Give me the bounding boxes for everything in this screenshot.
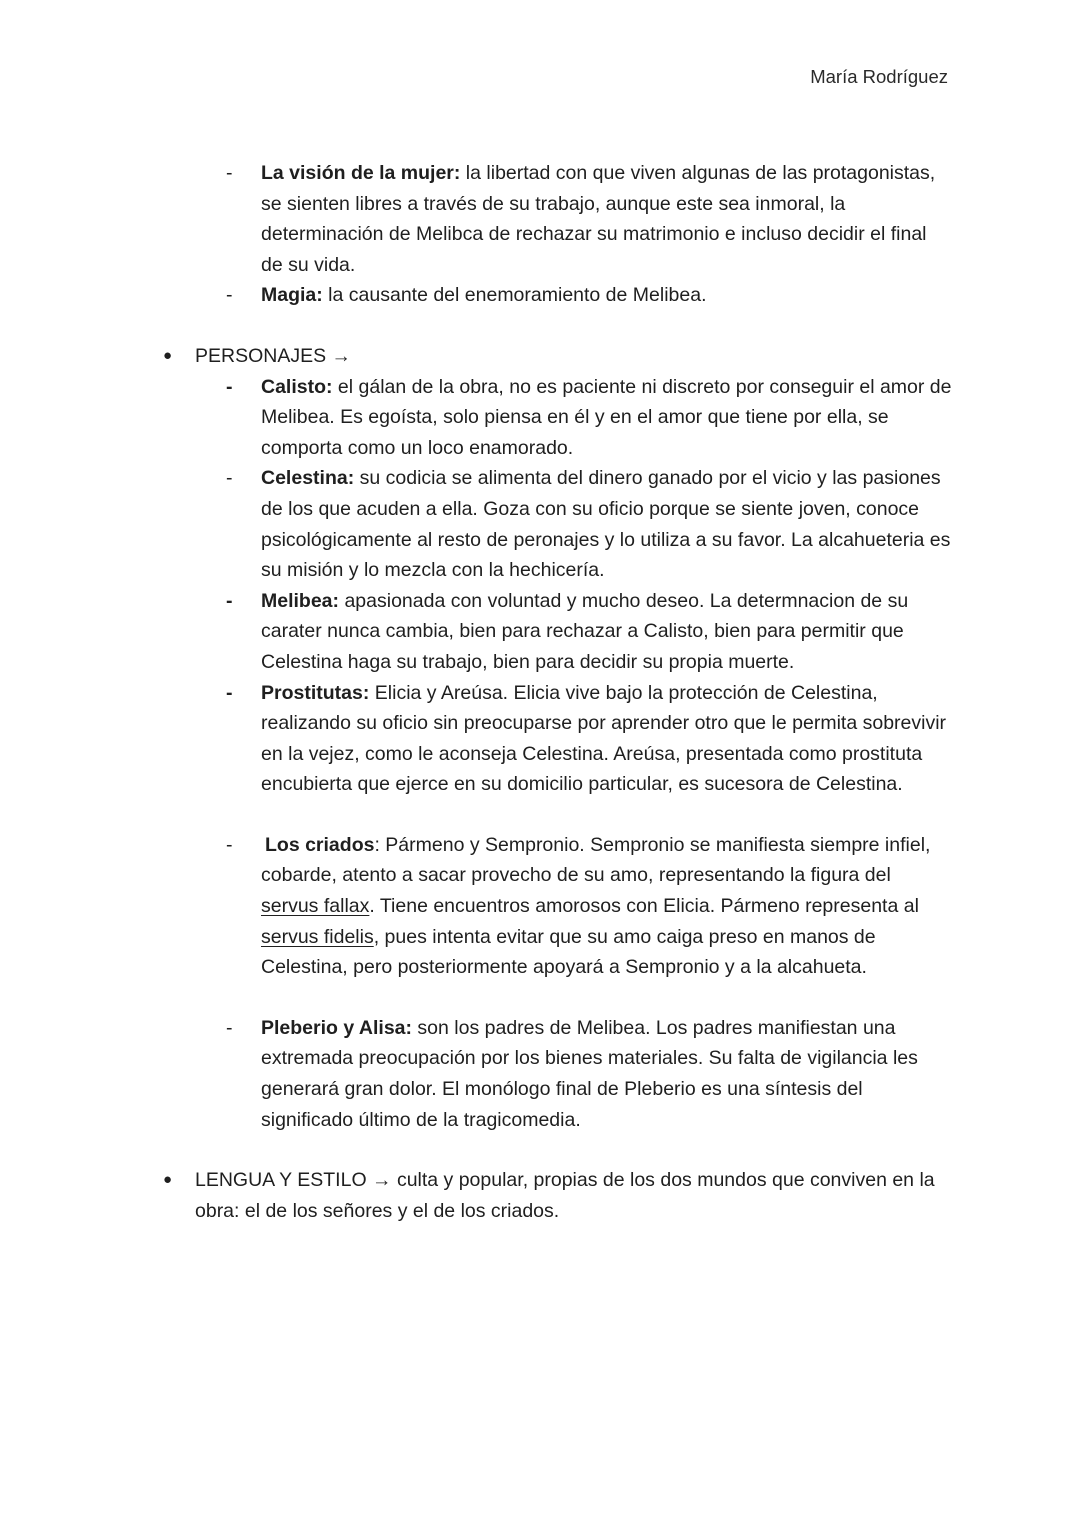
term-description: son los padres de Melibea. Los padres manifiestan una extremada preocupación por los bienes materiales. Su falta de vigilancia les generará gran dolor. El monólogo final de Pleberio es una síntesis del significado último de la tragicomedia.	[261, 1016, 918, 1131]
character-prostitutas	[0, 678, 1080, 800]
term-label: Celestina:	[261, 467, 355, 490]
list-dash: -	[226, 162, 233, 184]
list-dash: -	[226, 284, 233, 307]
section-heading: PERSONAJES →	[195, 344, 352, 367]
list-dash: -	[226, 681, 233, 704]
list-dash: -	[226, 1016, 233, 1039]
term-label: Magia:	[261, 284, 323, 307]
term-description: : Pármeno y Sempronio. Sempronio se manifiesta siempre infiel, cobarde, atento a sacar provecho de su amo, representando la figura del	[261, 833, 931, 887]
document-body	[0, 158, 1080, 1226]
term-label: Pleberio y Alisa:	[261, 1016, 413, 1039]
term-label: Calisto:	[261, 375, 333, 398]
theme-item-mujer	[0, 158, 1080, 280]
list-dash: -	[226, 833, 233, 856]
section-text: LENGUA Y ESTILO → culta y popular, propias de los dos mundos que conviven en la obra: el de los señores y el de los criados.	[195, 1169, 935, 1222]
term-label: Melibea:	[261, 589, 340, 612]
bullet-icon: ●	[163, 1171, 173, 1189]
section-personajes	[0, 341, 1080, 372]
character-pleberio-alisa	[0, 1013, 1080, 1135]
list-dash: -	[226, 467, 233, 490]
term-description: el gálan de la obra, no es paciente ni discreto por conseguir el amor de Melibea. Es egoísta, solo piensa en él y en el amor que tiene por ella, se comporta como un loco enamorado.	[261, 375, 952, 459]
theme-item-magia	[0, 280, 1080, 311]
term-description: Elicia y Areúsa. Elicia vive bajo la protección de Celestina, realizando su oficio sin preocuparse por aprender otro que le permita sobrevivir en la vejez, como le aconseja Celestina. Areúsa, presentada como prostituta encubierta que ejerce en su domicilio particular, es sucesora de Celestina.	[261, 681, 947, 796]
term-label: Los criados	[265, 833, 375, 856]
character-celestina	[0, 463, 1080, 585]
latin-term: servus fallax	[261, 895, 370, 918]
term-description: la libertad con que viven algunas de las protagonistas, se sienten libres a través de su trabajo, aunque este sea inmoral, la determinación de Melibca de rechazar su matrimonio e incluso decidir el final de su vida.	[261, 162, 936, 276]
term-description: la causante del enemoramiento de Melibea.	[322, 284, 707, 307]
character-calisto	[0, 372, 1080, 464]
character-melibea	[0, 586, 1080, 678]
term-label: Prostitutas:	[261, 681, 370, 704]
term-description: su codicia se alimenta del dinero ganado por el vicio y las pasiones de los que acuden a ella. Goza con su oficio porque se siente joven, conoce psicológicamente al resto de peronajes y lo utiliza a su favor. La alcahueteria es su misión y lo mezcla con la hechicería.	[261, 467, 951, 582]
term-description: . Tiene encuentros amorosos con Elicia. Pármeno representa al	[369, 895, 919, 918]
latin-term: servus fidelis	[261, 925, 374, 948]
list-dash: -	[226, 589, 233, 612]
character-criados	[0, 830, 1080, 983]
list-dash: -	[226, 375, 233, 398]
term-description: apasionada con voluntad y mucho deseo. La determnacion de su carater nunca cambia, bien para rechazar a Calisto, bien para permitir que Celestina haga su trabajo, bien para decidir su propia muerte.	[261, 589, 909, 673]
term-label: La visión de la mujer:	[261, 162, 461, 184]
section-lengua	[0, 1165, 1080, 1226]
bullet-icon: ●	[163, 346, 173, 364]
term-description: , pues intenta evitar que su amo caiga preso en manos de Celestina, pero posteriormente apoyará a Sempronio y a la alcahueta.	[261, 925, 876, 979]
author-name: María Rodríguez	[810, 66, 948, 87]
